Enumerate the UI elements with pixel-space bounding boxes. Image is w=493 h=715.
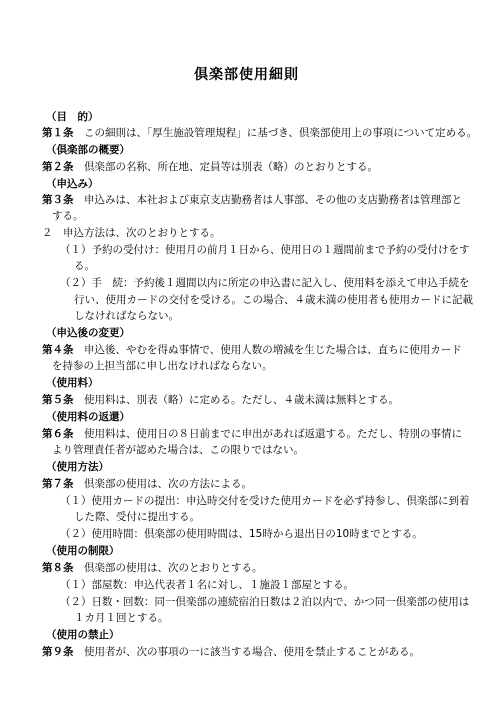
list-item: （２）日数・回数：同一倶楽部の連続宿泊日数は２泊以内で、かつ同一倶楽部の使用は bbox=[60, 596, 470, 608]
section-heading-prohibition: （使用の禁止） bbox=[46, 629, 120, 641]
article-text: この細則は、「厚生施設管理規程」に基づき、倶楽部使用上の事項について定める。 bbox=[84, 127, 478, 139]
article-label: 第６条 bbox=[42, 428, 74, 440]
article-label: 第７条 bbox=[42, 478, 74, 490]
article-text: 倶楽部の使用は、次の方法による。 bbox=[84, 478, 252, 490]
article-5 bbox=[42, 393, 399, 407]
list-item-cont: １カ月１回とする。 bbox=[74, 612, 169, 624]
list-item: （２）使用時間：倶楽部の使用時間は、15時から退出日の10時までとする。 bbox=[60, 528, 423, 540]
article-label: 第３条 bbox=[42, 194, 74, 206]
article-text: 申込後、やむを得ぬ事情で、使用人数の増減を生じた場合は、直ちに使用カード bbox=[84, 344, 462, 356]
article-3 bbox=[42, 193, 462, 207]
article-6-cont: より管理責任者が認めた場合は、この限りではない。 bbox=[52, 444, 304, 456]
article-1 bbox=[42, 126, 477, 140]
section-heading-purpose: （目 的） bbox=[46, 111, 99, 123]
article-text: 倶楽部の使用は、次のとおりとする。 bbox=[84, 562, 263, 574]
section-heading-refund: （使用料の返還） bbox=[46, 411, 130, 423]
article-3-para-2 bbox=[42, 226, 221, 240]
list-item-cont: る。 bbox=[74, 260, 95, 272]
article-3-cont: する。 bbox=[52, 210, 84, 222]
article-7 bbox=[42, 477, 252, 491]
list-item: （１）使用カードの提出：申込時交付を受けた使用カードを必ず持参し、倶楽部に到着 bbox=[60, 495, 470, 507]
article-label: 第５条 bbox=[42, 394, 74, 406]
section-heading-change: （申込後の変更） bbox=[46, 327, 130, 339]
article-label: 第９条 bbox=[42, 646, 74, 658]
paragraph-text: 申込方法は、次のとおりとする。 bbox=[63, 227, 221, 239]
article-8 bbox=[42, 561, 263, 575]
article-6 bbox=[42, 427, 462, 441]
article-text: 使用者が、次の事項の一に該当する場合、使用を禁止することがある。 bbox=[84, 646, 420, 658]
article-text: 使用料は、別表（略）に定める。ただし、４歳未満は無料とする。 bbox=[84, 394, 399, 406]
section-heading-application: （申込み） bbox=[46, 178, 99, 190]
document-title: 倶楽部使用細則 bbox=[194, 67, 299, 83]
section-heading-limits: （使用の制限） bbox=[46, 545, 120, 557]
article-text: 使用料は、使用日の８日前までに申出があれば返還する。ただし、特別の事情に bbox=[84, 428, 462, 440]
paragraph-label: ２ bbox=[42, 227, 53, 239]
article-4 bbox=[42, 343, 462, 357]
list-item-cont: した際、受付に提出する。 bbox=[74, 511, 200, 523]
article-label: 第１条 bbox=[42, 127, 74, 139]
article-text: 申込みは、本社および東京支店勤務者は人事部、その他の支店勤務者は管理部と bbox=[84, 194, 462, 206]
article-label: 第８条 bbox=[42, 562, 74, 574]
article-label: 第４条 bbox=[42, 344, 74, 356]
list-item-cont: しなければならない。 bbox=[74, 310, 179, 322]
list-item: （１）予約の受付け：使用月の前月１日から、使用日の１週間前まで予約の受付けをす bbox=[60, 244, 470, 256]
section-heading-usage: （使用方法） bbox=[46, 461, 109, 473]
article-2 bbox=[42, 160, 378, 174]
section-heading-fee: （使用料） bbox=[46, 377, 99, 389]
section-heading-overview: （倶楽部の概要） bbox=[46, 144, 130, 156]
list-item: （１）部屋数：申込代表者１名に対し、１施設１部屋とする。 bbox=[60, 579, 354, 591]
article-text: 倶楽部の名称、所在地、定員等は別表（略）のとおりとする。 bbox=[84, 161, 378, 173]
article-9 bbox=[42, 645, 420, 659]
article-4-cont: を持参の上担当部に申し出なければならない。 bbox=[52, 360, 273, 372]
article-label: 第２条 bbox=[42, 161, 74, 173]
list-item: （２）手 続：予約後１週間以内に所定の申込書に記入し、使用料を添えて申込手続を bbox=[60, 277, 470, 289]
list-item-cont: 行い、使用カードの交付を受ける。この場合、４歳未満の使用者も使用カードに記載 bbox=[74, 294, 473, 306]
